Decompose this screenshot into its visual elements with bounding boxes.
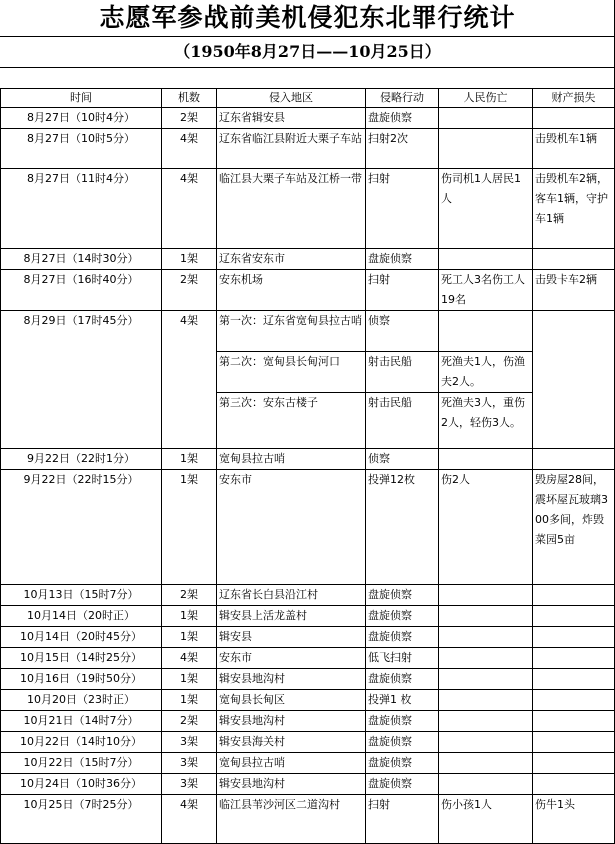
cell-property — [533, 732, 615, 753]
cell-area: 辑安县上活龙盖村 — [217, 606, 366, 627]
table-row — [1, 169, 615, 249]
cell-casualties: 伤小孩1人 — [439, 795, 533, 844]
cell-area: 辑安县 — [217, 627, 366, 648]
cell-action: 投弹1 枚 — [366, 690, 439, 711]
sub-entry-casualties: 死渔夫1人，伤渔夫2人。 — [439, 352, 532, 393]
cell-action — [366, 311, 439, 449]
cell-time: 10月14日（20时45分） — [1, 627, 162, 648]
cell-casualties — [439, 774, 533, 795]
cell-property: 伤牛1头 — [533, 795, 615, 844]
cell-property — [533, 311, 615, 449]
cell-property: 毁房屋28间，震坏屋瓦玻璃300多间，炸毁菜园5亩 — [533, 470, 615, 585]
cell-count: 1架 — [162, 249, 217, 270]
cell-count: 1架 — [162, 449, 217, 470]
cell-property — [533, 627, 615, 648]
cell-casualties — [439, 732, 533, 753]
cell-action: 盘旋侦察 — [366, 753, 439, 774]
cell-area: 辑安县地沟村 — [217, 711, 366, 732]
cell-casualties — [439, 449, 533, 470]
cell-property — [533, 108, 615, 129]
cell-property — [533, 774, 615, 795]
sub-entry-area: 第一次：辽东省宽甸县拉古哨 — [217, 311, 365, 352]
page-subtitle: （1950年8月27日——10月25日） — [174, 42, 441, 61]
cell-casualties — [439, 669, 533, 690]
cell-casualties — [439, 249, 533, 270]
header-casualties: 人民伤亡 — [439, 89, 533, 108]
cell-casualties: 伤2人 — [439, 470, 533, 585]
cell-count: 4架 — [162, 311, 217, 449]
table-row — [1, 249, 615, 270]
cell-area: 安东市 — [217, 648, 366, 669]
cell-casualties — [439, 606, 533, 627]
sub-entry-casualties: 死渔夫3人，重伤2人，轻伤3人。 — [441, 396, 525, 429]
cell-action: 盘旋侦察 — [366, 669, 439, 690]
sub-entry-action: 射击民船 — [368, 396, 412, 409]
table-row — [1, 669, 615, 690]
cell-casualties — [439, 585, 533, 606]
table-row — [1, 711, 615, 732]
cell-action: 盘旋侦察 — [366, 711, 439, 732]
cell-action: 盘旋侦察 — [366, 732, 439, 753]
cell-area: 临江县大栗子车站及江桥一带 — [217, 169, 366, 249]
cell-count: 1架 — [162, 627, 217, 648]
cell-casualties — [439, 129, 533, 169]
cell-time: 9月22日（22时1分） — [1, 449, 162, 470]
cell-action: 盘旋侦察 — [366, 249, 439, 270]
cell-property — [533, 249, 615, 270]
table-row — [1, 648, 615, 669]
cell-count: 4架 — [162, 648, 217, 669]
cell-property: 击毁卡车2辆 — [533, 270, 615, 311]
cell-casualties — [439, 711, 533, 732]
sub-entry-action: 射击民船 — [366, 352, 438, 393]
cell-action: 盘旋侦察 — [366, 606, 439, 627]
sub-entry-action: 侦察 — [366, 311, 438, 352]
cell-property — [533, 449, 615, 470]
table-row — [1, 732, 615, 753]
cell-count: 2架 — [162, 585, 217, 606]
cell-count: 1架 — [162, 470, 217, 585]
cell-time: 10月22日（14时10分） — [1, 732, 162, 753]
cell-action: 投弹12枚 — [366, 470, 439, 585]
table-row — [1, 774, 615, 795]
cell-time: 10月13日（15时7分） — [1, 585, 162, 606]
cell-time: 10月22日（15时7分） — [1, 753, 162, 774]
header-action: 侵略行动 — [366, 89, 439, 108]
header-count: 机数 — [162, 89, 217, 108]
table-row — [1, 270, 615, 311]
cell-property — [533, 711, 615, 732]
cell-count: 4架 — [162, 795, 217, 844]
cell-action: 盘旋侦察 — [366, 585, 439, 606]
statistics-table — [0, 88, 615, 844]
cell-area: 辑安县地沟村 — [217, 669, 366, 690]
header-time: 时间 — [1, 89, 162, 108]
table-row — [1, 470, 615, 585]
cell-property — [533, 690, 615, 711]
header-row — [1, 89, 615, 108]
cell-area: 辑安县海关村 — [217, 732, 366, 753]
cell-property — [533, 669, 615, 690]
cell-area: 辑安县地沟村 — [217, 774, 366, 795]
cell-action: 扫射2次 — [366, 129, 439, 169]
table-row — [1, 690, 615, 711]
table-body — [1, 89, 615, 844]
cell-time: 8月27日（10时5分） — [1, 129, 162, 169]
sub-entry-casualties — [439, 311, 532, 352]
table-row — [1, 585, 615, 606]
cell-area: 宽甸县拉古哨 — [217, 753, 366, 774]
cell-time: 8月29日（17时45分） — [1, 311, 162, 449]
table-row — [1, 795, 615, 844]
cell-count: 4架 — [162, 169, 217, 249]
cell-time: 10月16日（19时50分） — [1, 669, 162, 690]
cell-property — [533, 648, 615, 669]
cell-count: 3架 — [162, 732, 217, 753]
cell-count: 2架 — [162, 270, 217, 311]
cell-time: 10月14日（20时正） — [1, 606, 162, 627]
cell-area: 宽甸县拉古哨 — [217, 449, 366, 470]
cell-casualties — [439, 627, 533, 648]
cell-action: 盘旋侦察 — [366, 108, 439, 129]
cell-action: 盘旋侦察 — [366, 627, 439, 648]
cell-action: 扫射 — [366, 795, 439, 844]
cell-time: 10月24日（10时36分） — [1, 774, 162, 795]
table-row — [1, 606, 615, 627]
subtitle-divider — [0, 67, 615, 68]
cell-area: 安东机场 — [217, 270, 366, 311]
cell-time: 9月22日（22时15分） — [1, 470, 162, 585]
page-title: 志愿军参战前美机侵犯东北罪行统计 — [99, 3, 516, 32]
cell-area: 辽东省临江县附近大栗子车站 — [217, 129, 366, 169]
sub-entry-area: 第三次：安东古楼子 — [219, 396, 318, 409]
table-row — [1, 627, 615, 648]
cell-property: 击毁机车1辆 — [533, 129, 615, 169]
cell-area — [217, 311, 366, 449]
cell-casualties — [439, 311, 533, 449]
cell-area: 宽甸县长甸区 — [217, 690, 366, 711]
table-row — [1, 108, 615, 129]
cell-count: 4架 — [162, 129, 217, 169]
cell-casualties — [439, 753, 533, 774]
cell-casualties: 伤司机1人居民1人 — [439, 169, 533, 249]
cell-action: 扫射 — [366, 169, 439, 249]
table-row — [1, 449, 615, 470]
cell-time: 8月27日（16时40分） — [1, 270, 162, 311]
cell-count: 1架 — [162, 606, 217, 627]
header-property: 财产损失 — [533, 89, 615, 108]
cell-area: 临江县苇沙河区二道沟村 — [217, 795, 366, 844]
cell-area: 辽东省安东市 — [217, 249, 366, 270]
cell-property — [533, 606, 615, 627]
cell-time: 8月27日（11时4分） — [1, 169, 162, 249]
cell-time: 10月25日（7时25分） — [1, 795, 162, 844]
cell-time: 10月20日（23时正） — [1, 690, 162, 711]
sub-entry-area: 第二次：宽甸县长甸河口 — [217, 352, 365, 393]
cell-area: 辽东省长白县沿江村 — [217, 585, 366, 606]
cell-action: 盘旋侦察 — [366, 774, 439, 795]
cell-count: 2架 — [162, 108, 217, 129]
cell-action: 侦察 — [366, 449, 439, 470]
cell-count: 2架 — [162, 711, 217, 732]
cell-area: 辽东省辑安县 — [217, 108, 366, 129]
cell-time: 8月27日（10时4分） — [1, 108, 162, 129]
table-row — [1, 311, 615, 449]
cell-time: 8月27日（14时30分） — [1, 249, 162, 270]
table-row — [1, 129, 615, 169]
cell-casualties — [439, 108, 533, 129]
cell-property — [533, 585, 615, 606]
cell-time: 10月15日（14时25分） — [1, 648, 162, 669]
cell-area: 安东市 — [217, 470, 366, 585]
cell-count: 3架 — [162, 753, 217, 774]
cell-count: 1架 — [162, 669, 217, 690]
cell-action: 低飞扫射 — [366, 648, 439, 669]
cell-count: 3架 — [162, 774, 217, 795]
cell-property — [533, 753, 615, 774]
cell-action: 扫射 — [366, 270, 439, 311]
cell-casualties — [439, 648, 533, 669]
cell-casualties — [439, 690, 533, 711]
cell-time: 10月21日（14时7分） — [1, 711, 162, 732]
cell-casualties: 死工人3名伤工人19名 — [439, 270, 533, 311]
header-area: 侵入地区 — [217, 89, 366, 108]
table-row — [1, 753, 615, 774]
cell-property: 击毁机车2辆，客车1辆，守护车1辆 — [533, 169, 615, 249]
cell-count: 1架 — [162, 690, 217, 711]
